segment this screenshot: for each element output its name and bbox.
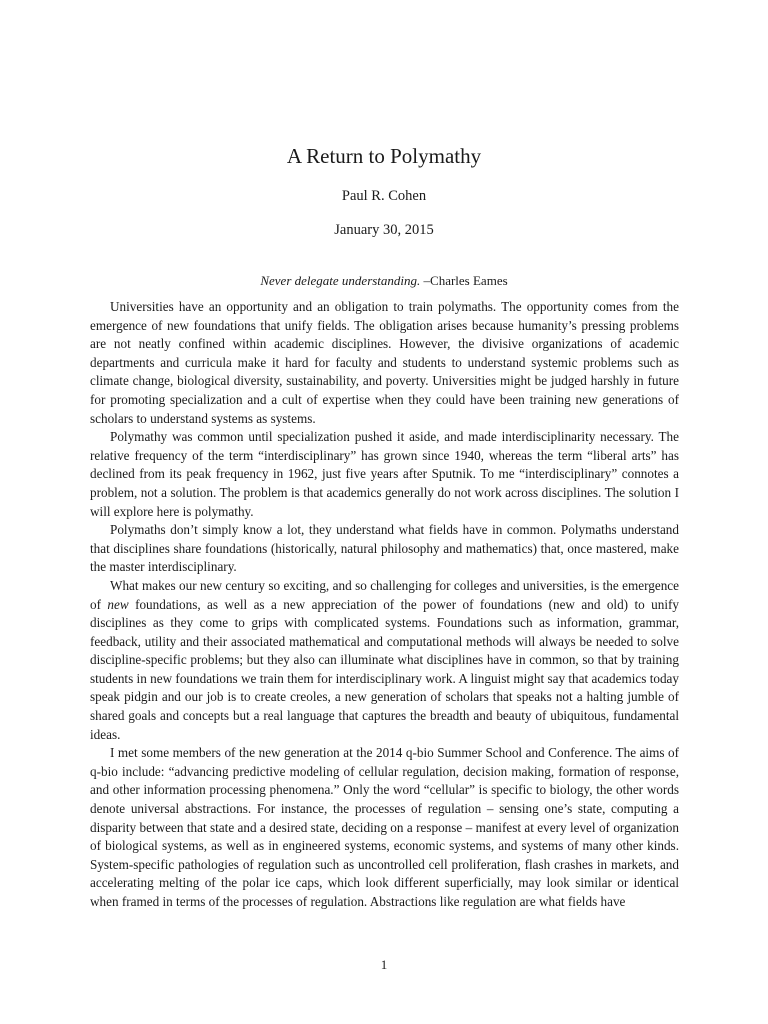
paragraph	[90, 744, 679, 911]
epigraph-attribution: –Charles Eames	[420, 273, 508, 288]
paragraph	[90, 298, 679, 428]
paragraph-text: Universities have an opportunity and an obligation to train polymaths. The opportunity comes from the emergence of new foundations that unify fields. The obligation arises because humanity’s pressing problems are not neatly confined within academic disciplines. However, the divisive organizations of academic departments and curricula make it hard for faculty and students to understand systemic problems such as climate change, biological diversity, sustainability, and poverty. Universities might be judged harshly in future for promoting specialization and a cult of expertise when they could have been training new generations of scholars to understand systems as systems.	[90, 299, 679, 426]
epigraph-quote: Never delegate understanding.	[260, 273, 421, 288]
epigraph	[0, 272, 768, 289]
paragraph-text: What makes our new century so exciting, and so challenging for colleges and universities, is the emergence of	[90, 577, 679, 612]
paragraph-text: Polymathy was common until specialization pushed it aside, and made interdisciplinarity necessary. The relative frequency of the term “interdisciplinary” has grown since 1940, whereas the term “liberal arts” has declined from its peak frequency in 1962, just five years after Sputnik. To me “interdisciplinary” connotes a problem, not a solution. The problem is that academics generally do not work across disciplines. The solution I will explore here is polymathy.	[90, 429, 679, 519]
emphasized-word: new	[107, 596, 129, 612]
author-name: Paul R. Cohen	[341, 188, 427, 204]
paper-title: A Return to Polymathy	[286, 144, 482, 168]
paragraph	[90, 428, 679, 521]
paragraph-text: Polymaths don’t simply know a lot, they understand what fields have in common. Polymaths understand that disciplines share foundations (historically, natural philosophy and mathematics) that, once mastered, make the master interdisciplinary.	[90, 522, 679, 575]
paragraph	[90, 577, 679, 744]
body-text	[90, 298, 679, 912]
paragraph-text: I met some members of the new generation at the 2014 q-bio Summer School and Conference. The aims of q-bio include: “advancing predictive modeling of cellular regulation, decision making, formation of response, and other information processing phenomena.” Only the word “cellular” is specific to biology, the other words denote universal abstractions. For instance, the processes of regulation – sensing one’s state, computing a disparity between that state and a desired state, deciding on a response – manifest at every level of organization of biological systems, as well as in engineered systems, economic systems, and systems of many other kinds. System-specific pathologies of regulation such as uncontrolled cell proliferation, flash crashes in markets, and accelerating melting of the polar ice caps, which look different superficially, may look similar or identical when framed in terms of the processes of regulation. Abstractions like regulation are what fields have	[90, 745, 679, 909]
paragraph	[90, 521, 679, 577]
paragraph-text: foundations, as well as a new appreciation of the power of foundations (new and old) to unify disciplines as they come to grips with complicated systems. Foundations such as information, grammar, feedback, utility and their associated mathematical and computational methods will always be needed to solve discipline-specific problems; but they also can illuminate what disciplines have in common, so that by training students in new foundations we train them for interdisciplinary work. A linguist might say that academics today speak pidgin and our job is to create creoles, a new generation of scholars that speaks not a halting jumble of shared goals and concepts but a real language that captures the breadth and beauty of ubiquitous, fundamental ideas.	[90, 596, 679, 742]
publication-date: January 30, 2015	[334, 222, 434, 238]
page-number: 1	[380, 957, 388, 972]
